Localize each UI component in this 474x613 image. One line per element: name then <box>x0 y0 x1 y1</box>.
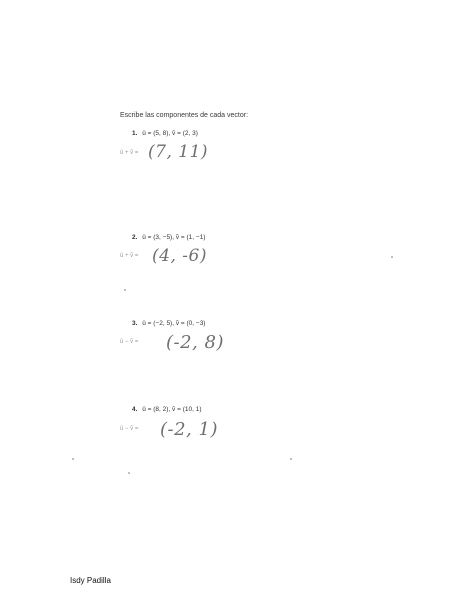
handwritten-answer: (7, 11) <box>148 142 209 162</box>
problem-3-statement <box>132 320 205 327</box>
vector-v: v̂ = (2, 3) <box>172 130 198 137</box>
problem-3 <box>120 320 320 360</box>
problem-4 <box>120 406 320 446</box>
problem-2 <box>120 234 320 274</box>
scan-speck <box>128 472 130 474</box>
vector-v: v̂ = (0, −3) <box>175 320 206 327</box>
vector-u: û = (8, 2), <box>142 406 171 413</box>
sum-label: û − v̂ = <box>120 339 139 345</box>
problem-1-statement <box>132 130 198 137</box>
problem-2-statement <box>132 234 205 241</box>
scan-speck <box>124 289 126 291</box>
scan-speck <box>290 458 292 460</box>
vector-v: v̂ = (10, 1) <box>172 406 202 413</box>
sum-label: û + v̂ = <box>120 150 139 156</box>
problem-4-statement <box>132 406 202 413</box>
vector-u: û = (3, −5), <box>142 234 175 241</box>
scan-speck <box>391 256 393 258</box>
scan-speck <box>72 458 74 460</box>
handwritten-answer: (-2, 1) <box>160 419 218 440</box>
vector-u: û = (−2, 5), <box>142 320 175 327</box>
sum-label: û + v̂ = <box>120 253 139 259</box>
problem-number: 3. <box>132 320 138 327</box>
problem-1 <box>120 130 320 170</box>
sum-label: û − v̂ = <box>120 426 139 432</box>
problem-number: 2. <box>132 234 138 241</box>
author-name: Isdy Padilla <box>70 576 111 585</box>
problem-number: 1. <box>132 130 138 137</box>
worksheet-instruction: Escribe las componentes de cada vector: <box>120 112 249 119</box>
vector-v: v̂ = (1, −1) <box>175 234 206 241</box>
problem-number: 4. <box>132 406 138 413</box>
handwritten-answer: (4, -6) <box>152 246 207 266</box>
handwritten-answer: (-2, 8) <box>166 332 224 353</box>
vector-u: û = (5, 8), <box>142 130 171 137</box>
